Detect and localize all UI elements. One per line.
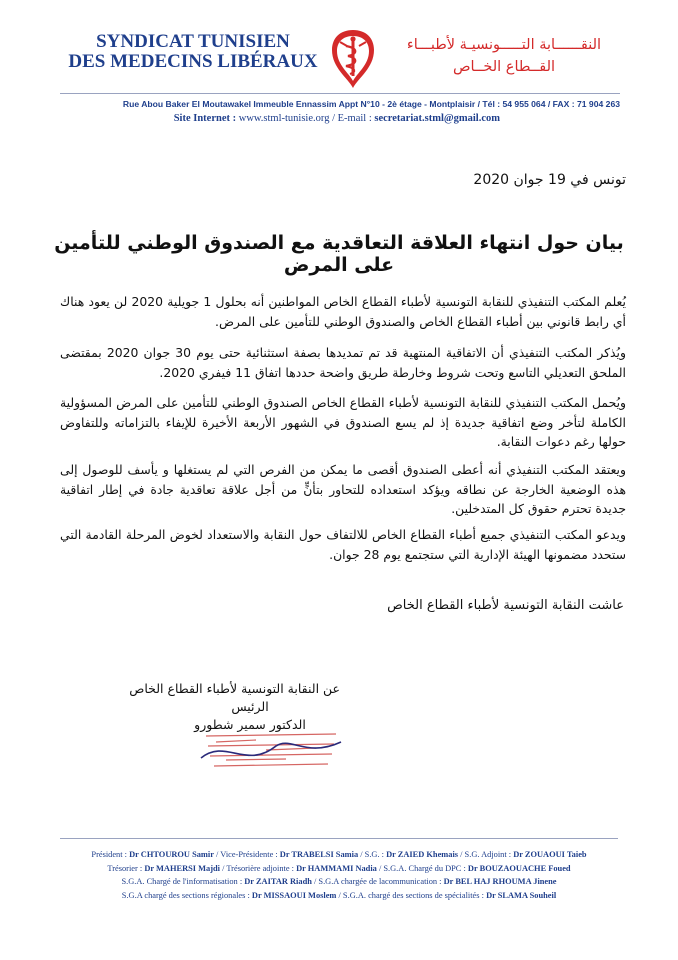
footer-divider — [60, 838, 618, 839]
footer-person: Dr HAMMAMI Nadia — [296, 863, 377, 873]
footer-person: Dr TRABELSI Samia — [279, 850, 359, 859]
email-label: / E-mail : — [329, 113, 375, 124]
paragraph-1: يُعلم المكتب التنفيذي للنقابة التونسية لأطباء القطاع الخاص المواطنين أنه بحلول 1 جويلية 2020 لن يعود هناك أي رابط قانوني بين أطباء القطاع الخاص والصندوق الوطني للتأمين على المرض. — [60, 294, 626, 329]
org-name-ar — [388, 34, 620, 78]
footer-line — [40, 848, 638, 862]
letter-date: تونس في 19 جوان 2020 — [473, 172, 626, 188]
footer-person: Dr BEL HAJ RHOUMA Jinene — [443, 877, 557, 887]
org-name-fr — [62, 32, 324, 72]
footer-person: Dr MAHERSI Majdi — [144, 863, 220, 873]
site-label: Site Internet : — [173, 113, 239, 124]
footer-role: / Vice-Présidente : — [213, 850, 280, 859]
footer-role: / Trésorière adjointe : — [220, 863, 297, 873]
footer-person: Dr ZAIED Khemais — [386, 850, 459, 859]
footer-role: / S.G. Adjoint : — [458, 850, 514, 859]
footer-role: Trésorier : — [107, 863, 145, 873]
signature-role: الرئيس — [231, 699, 269, 714]
org-name-ar-line1: النقــــــابة التـــــونسيـة لأطبـــاء — [406, 37, 602, 53]
footer-role: / S.G.A chargée de lacommunication : — [311, 877, 444, 887]
footer-role: / S.G.A. chargé des sections de spécialités : — [336, 890, 487, 900]
site-url-link[interactable]: www.stml-tunisie.org — [238, 113, 330, 124]
paragraph-4: ويعتقد المكتب التنفيذي أنه أعطى الصندوق أقصى ما يمكن من الفرص التي لم يستغلها و يأسف للوصول إلى هذه الوضعية الخارجة عن نطاقه ويؤكد استعداده للتحاور بتأنٍّ من أجل علاقة تعاقدية جادة في إطار اتفاقية جديدة تحترم حقوق كل المتدخلين. — [60, 462, 626, 516]
stamp-icon — [196, 728, 346, 778]
signature-org: عن النقابة التونسية لأطباء القطاع الخاص — [129, 681, 340, 696]
footer-line — [40, 862, 638, 876]
letter-title: بيان حول انتهاء العلاقة التعاقدية مع الصندوق الوطني للتأمين على المرض — [54, 232, 624, 276]
footer-person: Dr MISSAOUI Moslem — [251, 890, 337, 900]
org-name-fr-line2: DES MEDECINS LIBÉRAUX — [68, 51, 318, 72]
closing-line: عاشت النقابة التونسية لأطباء القطاع الخاص — [387, 598, 624, 613]
signature-block — [129, 680, 340, 734]
footer-person: Dr SLAMA Souheil — [486, 890, 557, 900]
footer-line — [40, 875, 638, 889]
signature-name: الدكتور سمير شطورو — [194, 717, 306, 732]
paragraph-5: ويدعو المكتب التنفيذي جميع أطباء القطاع الخاص للالتفاف حول النقابة والاستعداد لخوض المرحلة القادمة التي ستحدد مضمونها الهيئة الإدارية التي ستجتمع يوم 28 جوان. — [60, 527, 626, 562]
footer-person: Dr BOUZAOUACHE Foued — [467, 863, 571, 873]
contact-line — [60, 113, 500, 124]
email-link[interactable]: secretariat.stml@gmail.com — [374, 113, 500, 124]
paragraph-2: ويُذكر المكتب التنفيذي أن الاتفاقية المنتهية قد تم تمديدها بصفة استثنائية حتى يوم 30 جوان 2020 بمقتضى الملحق التعديلي التاسع وتحت شروط وخارطة طريق واضحة حددها اتفاق 11 فيفري 2020. — [60, 345, 626, 380]
footer-board-list — [40, 848, 638, 902]
footer-role: Président : — [91, 850, 130, 859]
footer-person: Dr ZOUAOUI Taieb — [513, 850, 587, 859]
footer-role: S.G.A chargé des sections régionales : — [121, 890, 252, 900]
org-name-fr-line1: SYNDICAT TUNISIEN — [96, 31, 290, 52]
footer-line — [40, 889, 638, 903]
footer-person: Dr CHTOUROU Samir — [129, 850, 214, 859]
footer-role: / S.G. : — [358, 850, 387, 859]
org-name-ar-line2: القــطاع الخــاص — [452, 59, 556, 75]
header-divider — [60, 93, 620, 94]
footer-person: Dr ZAITAR Riadh — [244, 877, 312, 887]
paragraph-3: ويُحمل المكتب التنفيذي للنقابة التونسية لأطباء القطاع الخاص الصندوق الوطني للتأمين على المرض المسؤولية الكاملة لتأخر وضع اتفاقية جديدة إذ لم يسع الصندوق في الشهور الأربعة الأخيرة للإيفاء بالتزاماته وللتفاوض حولها رغم دعوات النقابة. — [60, 395, 626, 449]
logo-icon — [328, 28, 378, 90]
footer-role: / S.G.A. Chargé du DPC : — [376, 863, 468, 873]
footer-role: S.G.A. Chargé de l'informatisation : — [121, 877, 245, 887]
letterhead — [0, 0, 678, 135]
address-line: Rue Abou Baker El Moutawakel Immeuble Ennassim Appt N°10 - 2è étage - Montplaisir / Tél : 54 955 064 / FAX : 71 904 263 — [122, 99, 620, 109]
